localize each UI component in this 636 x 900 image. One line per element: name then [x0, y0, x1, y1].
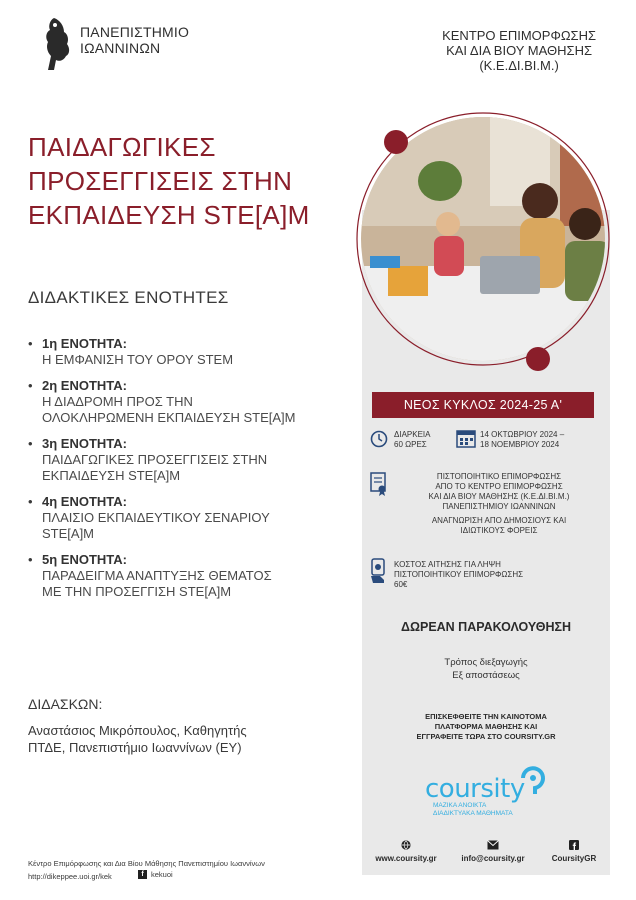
coursity-tagline-line: ΜΑΖΙΚΑ ΑΝΟΙΚΤΑ	[433, 802, 487, 809]
center-name-line-3: (Κ.Ε.ΔΙ.ΒΙ.Μ.)	[479, 58, 559, 73]
coursity-logo[interactable]	[425, 760, 555, 820]
certificate-text	[394, 472, 604, 512]
list-item	[28, 436, 358, 484]
teacher-name	[28, 722, 338, 756]
unit-desc: ΠΑΙΔΑΓΩΓΙΚΕΣ ΠΡΟΣΕΓΓΙΣΕΙΣ ΣΤΗΝ	[42, 452, 268, 467]
unit-desc: STE[A]M	[42, 526, 95, 541]
page-title	[28, 130, 310, 232]
center-name-line-2: ΚΑΙ ΔΙΑ ΒΙΟΥ ΜΑΘΗΣΗΣ	[446, 43, 592, 58]
coursity-mark-icon	[517, 764, 547, 796]
coursity-tagline	[433, 802, 513, 818]
unit-desc: ΜΕ ΤΗΝ ΠΡΟΣΕΓΓΙΣΗ STE[A]M	[42, 584, 232, 599]
certificate-line: ΑΠΟ ΤΟ ΚΕΝΤΡΟ ΕΠΙΜΟΡΦΩΣΗΣ	[435, 482, 563, 491]
visit-line: ΕΓΓΡΑΦΕΙΤΕ ΤΩΡΑ ΣΤΟ COURSITY.GR	[416, 732, 556, 741]
bullet-icon: •	[28, 378, 33, 393]
duration-value: 60 ΩΡΕΣ	[394, 440, 427, 449]
cost-line: ΠΙΣΤΟΠΟΙΗΤΙΚΟΥ ΕΠΙΜΟΡΦΩΣΗΣ	[394, 570, 524, 579]
recognition-line: ΙΔΙΩΤΙΚΟΥΣ ΦΟΡΕΙΣ	[460, 526, 538, 535]
list-item	[28, 336, 358, 368]
unit-desc: ΠΑΡΑΔΕΙΓΜΑ ΑΝΑΠΤΥΞΗΣ ΘΕΜΑΤΟΣ	[42, 568, 272, 583]
visit-line: ΠΛΑΤΦΟΡΜΑ ΜΑΘΗΣΗΣ ΚΑΙ	[434, 722, 538, 731]
list-item	[28, 378, 358, 426]
bullet-icon: •	[28, 436, 33, 451]
delivery-mode-label: Τρόπος διεξαγωγής	[444, 657, 528, 668]
contact-website[interactable]	[370, 840, 442, 863]
certificate-line: ΠΙΣΤΟΠΟΙΗΤΙΚΟ ΕΠΙΜΟΡΦΩΣΗΣ	[436, 472, 562, 481]
dates	[480, 430, 564, 450]
unit-desc: Η ΕΜΦΑΝΙΣΗ ΤΟΥ ΟΡΟΥ STEM	[42, 352, 234, 367]
title-line-3: ΕΚΠΑΙΔΕΥΣΗ STE[A]M	[28, 200, 310, 230]
footer-facebook[interactable]	[138, 870, 173, 879]
visit-line: ΕΠΙΣΚΕΦΘΕΙΤΕ ΤΗΝ ΚΑΙΝΟΤΟΜΑ	[425, 712, 547, 721]
cycle-banner: ΝΕΟΣ ΚΥΚΛΟΣ 2024-25 Α'	[372, 392, 594, 418]
free-attendance: ΔΩΡΕΑΝ ΠΑΡΑΚΟΛΟΥΘΗΣΗ	[400, 620, 572, 634]
contacts-bar	[362, 840, 610, 870]
visit-cta	[362, 712, 610, 742]
mail-icon	[487, 840, 499, 850]
unit-desc: ΟΛΟΚΛΗΡΩΜΕΝΗ ΕΚΠΑΙΔΕΥΣΗ STE[A]M	[42, 410, 296, 425]
unit-desc: ΕΚΠΑΙΔΕΥΣΗ STE[A]M	[42, 468, 181, 483]
facebook-icon	[568, 840, 580, 850]
coursity-wordmark: coursity	[425, 774, 525, 804]
unit-title: 2η ΕΝΟΤΗΤΑ:	[42, 378, 127, 393]
clock-icon	[370, 428, 388, 448]
university-logo	[42, 16, 74, 72]
center-name	[442, 28, 596, 73]
unit-title: 3η ΕΝΟΤΗΤΑ:	[42, 436, 127, 451]
certificate-line: ΚΑΙ ΔΙΑ ΒΙΟΥ ΜΑΘΗΣΗΣ (Κ.Ε.ΔΙ.ΒΙ.Μ.)	[428, 492, 570, 501]
title-line-2: ΠΡΟΣΕΓΓΙΣΕΙΣ ΣΤΗΝ	[28, 166, 293, 196]
university-name	[80, 24, 189, 56]
date-start: 14 ΟΚΤΩΒΡΙΟΥ 2024 –	[480, 430, 565, 439]
cost-line: ΚΟΣΤΟΣ ΑΙΤΗΣΗΣ ΓΙΑ ΛΗΨΗ	[394, 560, 501, 569]
cost-value: 60€	[394, 580, 408, 589]
duration-label: ΔΙΑΡΚΕΙΑ	[394, 430, 431, 439]
bullet-icon: •	[28, 552, 33, 567]
footer-link[interactable]: http://dikeppee.uoi.gr/kek	[28, 872, 112, 881]
contact-email[interactable]	[454, 840, 532, 863]
date-end: 18 ΝΟΕΜΒΡΙΟΥ 2024	[480, 440, 560, 449]
unit-title: 4η ΕΝΟΤΗΤΑ:	[42, 494, 127, 509]
contact-facebook[interactable]	[542, 840, 606, 863]
title-line-1: ΠΑΙΔΑΓΩΓΙΚΕΣ	[28, 132, 216, 162]
units-heading: ΔΙΔΑΚΤΙΚΕΣ ΕΝΟΤΗΤΕΣ	[28, 288, 229, 307]
contact-facebook-label: CoursityGR	[551, 854, 597, 863]
contact-website-label: www.coursity.gr	[375, 854, 437, 863]
center-name-line-1: ΚΕΝΤΡΟ ΕΠΙΜΟΡΦΩΣΗΣ	[442, 28, 596, 43]
classroom-photo	[350, 106, 616, 372]
footer-org: Κέντρο Επιμόρφωσης και Δια Βίου Μάθησης Πανεπιστημίου Ιωαννίνων	[28, 859, 265, 868]
list-item	[28, 552, 358, 600]
unit-desc: ΠΛΑΙΣΙΟ ΕΚΠΑΙΔΕΥΤΙΚΟΥ ΣΕΝΑΡΙΟΥ	[42, 510, 270, 525]
teacher-label: ΔΙΔΑΣΚΩΝ:	[28, 696, 103, 712]
unit-title: 1η ΕΝΟΤΗΤΑ:	[42, 336, 127, 351]
duration	[394, 430, 430, 450]
unit-title: 5η ΕΝΟΤΗΤΑ:	[42, 552, 127, 567]
recognition-text	[394, 516, 604, 536]
cost-text	[394, 560, 523, 590]
certificate-icon	[370, 472, 388, 496]
list-item	[28, 494, 358, 542]
footer-facebook-label: kekuoi	[151, 870, 173, 879]
money-icon	[370, 558, 388, 584]
certificate-line: ΠΑΝΕΠΙΣΤΗΜΙΟΥ ΙΩΑΝΝΙΝΩΝ	[442, 502, 556, 511]
recognition-line: ΑΝΑΓΝΩΡΙΣΗ ΑΠΟ ΔΗΜΟΣΙΟΥΣ ΚΑΙ	[431, 516, 567, 525]
coursity-tagline-line: ΔΙΑΔΙΚΤΥΑΚΑ ΜΑΘΗΜΑΤΑ	[433, 810, 513, 817]
bullet-icon: •	[28, 494, 33, 509]
teacher-name-line-2: ΠΤΔΕ, Πανεπιστήμιο Ιωαννίνων (ΕΥ)	[28, 740, 242, 755]
facebook-icon: f	[138, 870, 147, 879]
unit-desc: Η ΔΙΑΔΡΟΜΗ ΠΡΟΣ ΤΗΝ	[42, 394, 193, 409]
delivery-mode-value: Εξ αποστάσεως	[452, 670, 520, 681]
university-name-line-1: ΠΑΝΕΠΙΣΤΗΜΙΟ	[80, 24, 190, 40]
contact-email-label: info@coursity.gr	[461, 854, 525, 863]
university-name-line-2: ΙΩΑΝΝΙΝΩΝ	[80, 40, 161, 56]
delivery-mode	[362, 656, 610, 682]
bullet-icon: •	[28, 336, 33, 351]
calendar-icon	[456, 428, 476, 448]
units-list	[28, 336, 358, 610]
globe-icon	[400, 840, 412, 850]
teacher-name-line-1: Αναστάσιος Μικρόπουλος, Καθηγητής	[28, 723, 247, 738]
